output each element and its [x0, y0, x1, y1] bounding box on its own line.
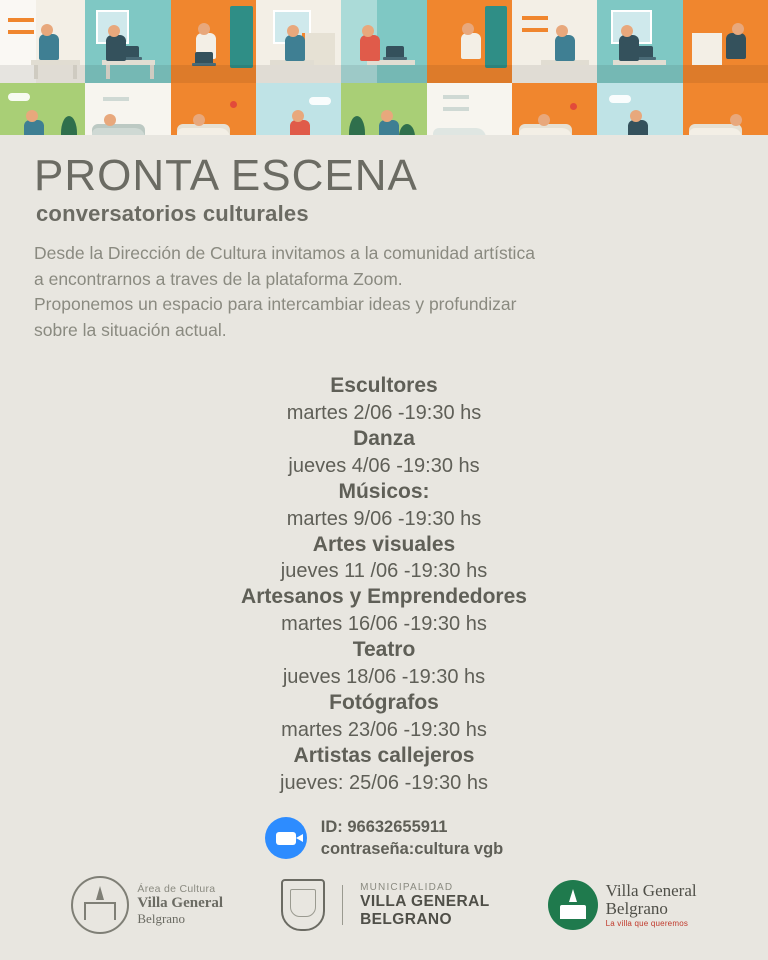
illustration-band-top	[0, 0, 768, 83]
schedule-item-name: Artes visuales	[312, 532, 456, 556]
scene-cream-window-desk	[256, 0, 341, 83]
schedule-item-name: Danza	[353, 426, 415, 450]
logo1-line1: Área de Cultura	[137, 882, 216, 895]
scene-home-sofa	[85, 83, 170, 135]
logo3-line3: La villa que queremos	[605, 918, 689, 928]
intro-line-3: Proponemos un espacio para intercambiar ideas y profundizar	[34, 294, 517, 315]
scene-sky-outdoor-laptop	[597, 83, 682, 135]
scene-orange-couch-laptop	[512, 83, 597, 135]
intro-line-1: Desde la Dirección de Cultura invitamos a la comunidad artística	[34, 243, 535, 264]
schedule-item	[30, 584, 738, 637]
zoom-meeting-info	[30, 816, 738, 861]
logo-divider	[342, 885, 343, 925]
scene-outdoor-reading	[0, 83, 85, 135]
scene-white-bookshelf	[427, 83, 512, 135]
schedule-item-name: Teatro	[352, 638, 416, 662]
schedule-item-date: martes 16/06 -19:30 hs	[281, 613, 487, 636]
schedule-item-name: Fotógrafos	[329, 691, 439, 715]
scene-orange-relaxing	[683, 83, 768, 135]
coat-of-arms-icon	[281, 879, 325, 931]
schedule-list	[30, 373, 738, 796]
schedule-item-date: martes 2/06 -19:30 hs	[286, 401, 482, 424]
scene-desk-worker	[0, 0, 85, 83]
logo-villa-general-belgrano	[548, 880, 697, 930]
schedule-item	[30, 479, 738, 532]
logo-area-de-cultura	[71, 876, 223, 934]
schedule-item	[30, 637, 738, 690]
schedule-item	[30, 426, 738, 479]
intro-line-2: a encontrarnos a traves de la plataforma Zoom.	[34, 268, 403, 289]
schedule-item-name: Escultores	[330, 373, 438, 397]
logo2-line3: BELGRANO	[360, 910, 452, 928]
page-subtitle: conversatorios culturales	[36, 201, 309, 227]
scene-orange-sitting	[171, 0, 256, 83]
schedule-item-name: Músicos:	[338, 479, 430, 503]
logo3-line1: Villa General	[605, 880, 697, 900]
schedule-item-date: martes 9/06 -19:30 hs	[286, 507, 482, 530]
intro-paragraph	[34, 241, 738, 343]
scene-orange-kitchen	[683, 0, 768, 83]
scene-cream-shelves	[512, 0, 597, 83]
schedule-item-name: Artistas callejeros	[293, 744, 475, 767]
scene-green-reading-tree	[341, 83, 426, 135]
logo1-line3: Belgrano	[137, 911, 186, 927]
illustration-band-bottom	[0, 83, 768, 135]
poster-content	[0, 135, 768, 860]
schedule-item-date: jueves 11 /06 -19:30 hs	[280, 560, 488, 583]
schedule-item	[30, 532, 738, 585]
video-camera-icon	[265, 817, 307, 859]
schedule-item	[30, 373, 738, 426]
schedule-item-name: Artesanos y Emprendedores	[241, 585, 527, 609]
schedule-item-date: jueves 18/06 -19:30 hs	[282, 666, 486, 689]
logo3-line2: Belgrano	[605, 898, 668, 918]
scene-teal-window-work	[597, 0, 682, 83]
zoom-meeting-id: ID: 96632655911	[320, 817, 448, 836]
footer-logos	[0, 860, 768, 960]
scene-orange-lounging	[171, 83, 256, 135]
intro-line-4: sobre la situación actual.	[34, 319, 227, 340]
scene-teal-standing	[341, 0, 426, 83]
schedule-item	[30, 690, 738, 743]
scene-sky-window	[256, 83, 341, 135]
schedule-item-date: jueves: 25/06 -19:30 hs	[280, 771, 488, 794]
schedule-item-date: martes 23/06 -19:30 hs	[281, 719, 487, 741]
schedule-item	[30, 743, 738, 796]
logo2-line1: MUNICIPALIDAD	[360, 882, 454, 894]
scene-orange-videocall	[427, 0, 512, 83]
zoom-password: contraseña:cultura vgb	[320, 840, 504, 859]
logo1-line2: Villa General	[137, 895, 224, 912]
zoom-credentials	[321, 816, 503, 861]
church-circle-icon	[71, 876, 129, 934]
page-title: PRONTA ESCENA	[34, 151, 418, 201]
logo2-line2: VILLA GENERAL	[360, 893, 490, 911]
logo-municipalidad	[281, 879, 490, 931]
header-illustration-banner	[0, 0, 768, 135]
scene-teal-laptop	[85, 0, 170, 83]
church-green-circle-icon	[548, 880, 598, 930]
schedule-item-date: jueves 4/06 -19:30 hs	[288, 454, 480, 477]
